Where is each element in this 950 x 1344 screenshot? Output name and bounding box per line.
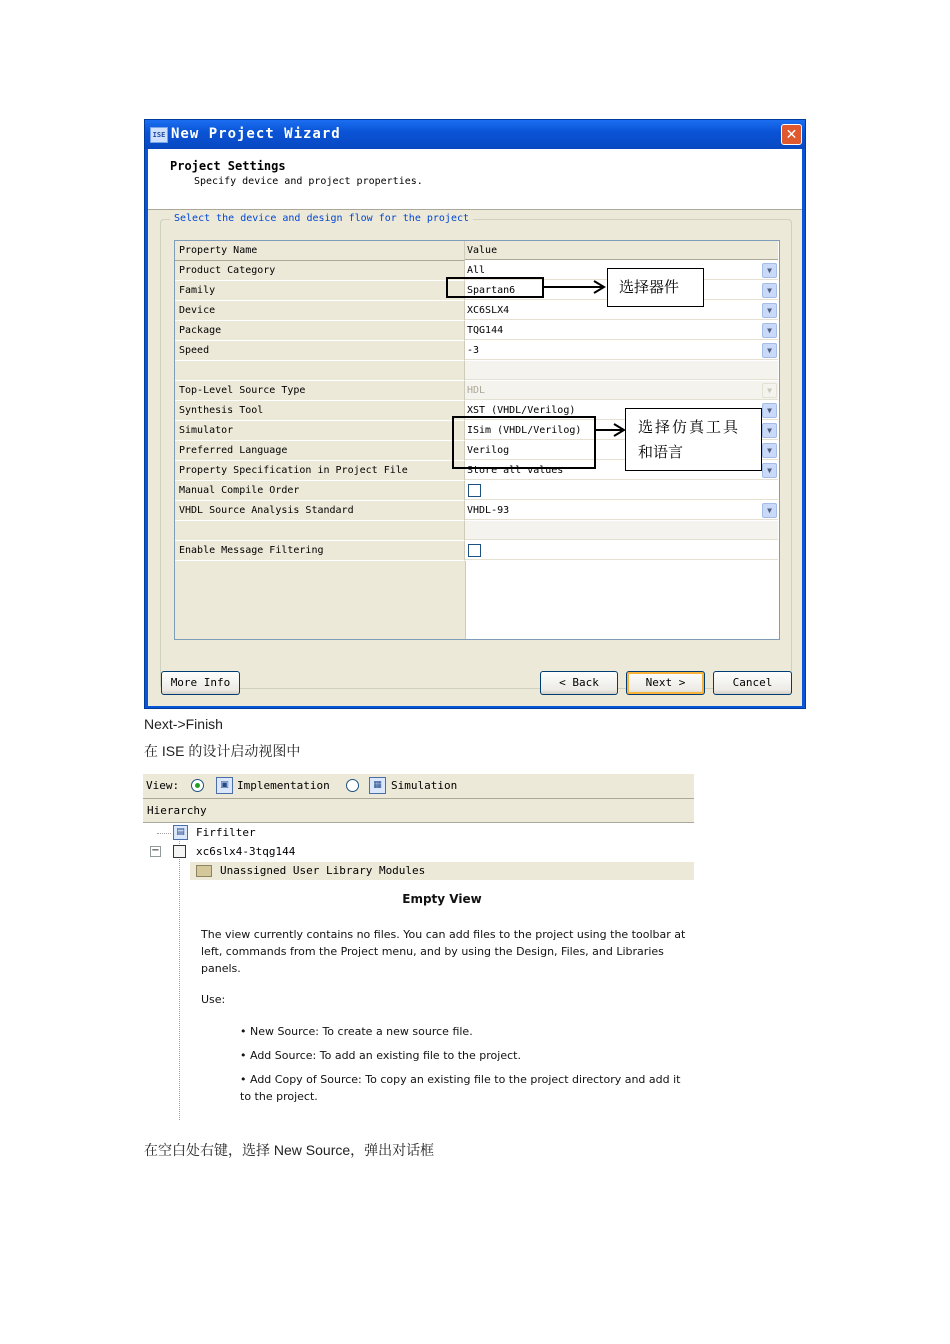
- property-value: Verilog: [467, 445, 510, 456]
- simulation-radio[interactable]: [346, 779, 359, 792]
- property-value: TQG144: [467, 325, 504, 336]
- spacer-cell: [465, 361, 778, 380]
- grid-empty-area: [175, 561, 466, 639]
- property-value: VHDL-93: [467, 505, 510, 516]
- chevron-down-icon[interactable]: ▼: [762, 283, 777, 298]
- message-filtering-checkbox[interactable]: [468, 544, 481, 557]
- property-name: Manual Compile Order: [175, 481, 465, 501]
- chevron-down-icon[interactable]: ▼: [762, 263, 777, 278]
- ise-app-icon: ISE: [150, 127, 168, 143]
- title-bar[interactable]: [145, 120, 805, 149]
- empty-view-title: Empty View: [402, 892, 482, 906]
- vhdl-standard-select[interactable]: [465, 501, 778, 520]
- property-value: ISim (VHDL/Verilog): [467, 425, 582, 436]
- ise-view-text: 在 ISE 的设计启动视图中: [144, 743, 301, 759]
- more-info-button[interactable]: More Info: [161, 671, 240, 695]
- spacer-cell: [175, 521, 465, 541]
- property-name: Top-Level Source Type: [175, 381, 465, 401]
- back-button[interactable]: < Back: [540, 671, 618, 695]
- grid-header: [175, 241, 779, 261]
- column-header-property: Property Name: [175, 241, 465, 261]
- project-file-icon: ▤: [173, 825, 188, 840]
- wizard-header: [148, 149, 802, 210]
- bullet-add-source: • Add Source: To add an existing file to the project.: [240, 1049, 521, 1062]
- table-row: [175, 481, 779, 501]
- property-value: Store all values: [467, 465, 564, 476]
- implementation-radio[interactable]: [191, 779, 204, 792]
- property-value: Spartan6: [467, 285, 516, 296]
- simulator-highlight-box: [452, 416, 596, 469]
- property-name: Synthesis Tool: [175, 401, 465, 421]
- chevron-down-icon[interactable]: ▼: [762, 303, 777, 318]
- manual-compile-order-checkbox[interactable]: [468, 484, 481, 497]
- table-row: [175, 521, 779, 541]
- view-label: View:: [146, 779, 180, 792]
- property-name: Simulator: [175, 421, 465, 441]
- package-select[interactable]: [465, 321, 778, 340]
- simulator-callout: [625, 408, 762, 471]
- chevron-down-icon[interactable]: ▼: [762, 423, 777, 438]
- chevron-down-icon[interactable]: ▼: [762, 343, 777, 358]
- unassigned-modules-row[interactable]: [190, 862, 694, 880]
- speed-select[interactable]: [465, 341, 778, 360]
- next-finish-text: Next->Finish: [144, 716, 223, 732]
- property-name: Property Specification in Project File: [175, 461, 465, 481]
- property-value: XST (VHDL/Verilog): [467, 405, 576, 416]
- chevron-down-icon[interactable]: ▼: [762, 463, 777, 478]
- chevron-down-icon[interactable]: ▼: [762, 323, 777, 338]
- property-name: Preferred Language: [175, 441, 465, 461]
- next-button[interactable]: Next >: [626, 671, 705, 695]
- hierarchy-label: Hierarchy: [147, 804, 207, 817]
- device-callout: 选择器件: [607, 268, 704, 307]
- simulation-label[interactable]: Simulation: [391, 779, 458, 792]
- property-name: VHDL Source Analysis Standard: [175, 501, 465, 521]
- bullet-add-copy-source: • Add Copy of Source: To copy an existing file to the project directory and add it to the project.: [240, 1073, 681, 1103]
- property-name: Speed: [175, 341, 465, 361]
- arrow-icon: [596, 422, 628, 438]
- simulation-icon: ▦: [369, 777, 386, 794]
- manual-compile-order-cell: [465, 481, 778, 500]
- page-title: Project Settings: [170, 159, 286, 173]
- close-button[interactable]: ✕: [781, 124, 802, 145]
- folder-icon: [196, 865, 212, 877]
- implementation-chip-icon: ▣: [216, 777, 233, 794]
- table-row: [175, 321, 779, 341]
- use-label: Use:: [201, 993, 226, 1006]
- cancel-button[interactable]: Cancel: [713, 671, 792, 695]
- property-name: Package: [175, 321, 465, 341]
- chevron-down-icon[interactable]: ▼: [762, 443, 777, 458]
- unassigned-modules-label: Unassigned User Library Modules: [220, 864, 426, 877]
- right-click-text: 在空白处右键，选择 New Source，弹出对话框: [144, 1142, 435, 1158]
- property-name: Device: [175, 301, 465, 321]
- window-title: New Project Wizard: [171, 126, 341, 142]
- empty-view-description: The view currently contains no files. You can add files to the project using the toolbar at left, commands from the Project menu, and by using the Design, Files, and Libraries panels.: [201, 928, 686, 975]
- bullet-new-source: • New Source: To create a new source file.: [240, 1025, 473, 1038]
- tree-guide-line: [179, 828, 180, 1120]
- chevron-down-icon: ▼: [762, 383, 777, 398]
- arrow-icon: [544, 279, 608, 295]
- table-row: [175, 381, 779, 401]
- property-value: -3: [467, 345, 480, 356]
- family-highlight-box: [446, 277, 544, 298]
- message-filtering-cell: [465, 541, 778, 560]
- group-label: Select the device and design flow for the project: [170, 213, 473, 224]
- table-row: [175, 341, 779, 361]
- collapse-icon[interactable]: −: [151, 845, 160, 856]
- device-node[interactable]: xc6slx4-3tqg144: [196, 845, 296, 858]
- property-value: HDL: [467, 385, 486, 396]
- chip-icon: [173, 845, 186, 858]
- top-level-source-select: [465, 381, 778, 400]
- property-name: Enable Message Filtering: [175, 541, 465, 561]
- spacer-cell: [465, 521, 778, 540]
- chevron-down-icon[interactable]: ▼: [762, 403, 777, 418]
- page-subtitle: Specify device and project properties.: [194, 176, 423, 187]
- spacer-cell: [175, 361, 465, 381]
- callout-line: 和语言: [638, 443, 684, 461]
- property-value: XC6SLX4: [467, 305, 510, 316]
- implementation-label[interactable]: Implementation: [237, 779, 330, 792]
- table-row: [175, 361, 779, 381]
- property-name: Family: [175, 281, 465, 301]
- table-row: [175, 501, 779, 521]
- property-value: All: [467, 265, 486, 276]
- property-name: Product Category: [175, 261, 465, 281]
- callout-line: 选择仿真工具: [638, 418, 741, 436]
- table-row: [175, 541, 779, 561]
- column-header-value: Value: [465, 241, 778, 260]
- tree-connector: [157, 833, 171, 834]
- chevron-down-icon[interactable]: ▼: [762, 503, 777, 518]
- view-toolbar: [143, 774, 694, 798]
- project-node[interactable]: Firfilter: [196, 826, 256, 839]
- hierarchy-header: [143, 798, 694, 823]
